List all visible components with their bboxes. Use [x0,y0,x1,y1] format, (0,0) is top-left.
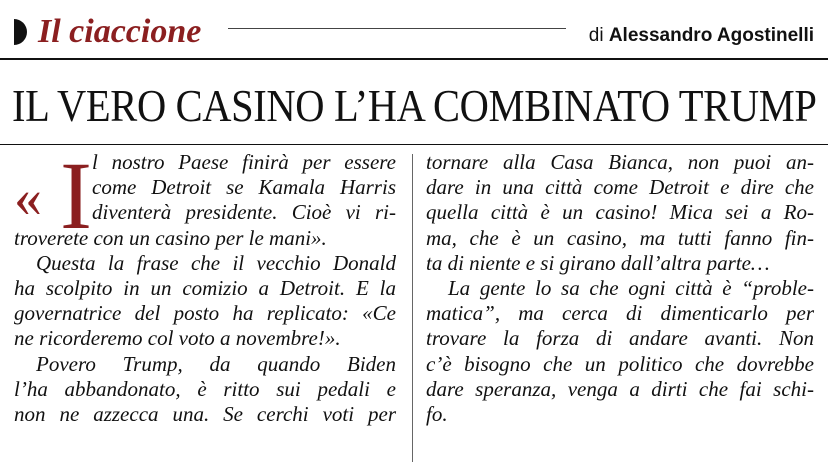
text-line: matica”, ma cerca di dimenticarlo per [426,301,814,326]
headline-rule [0,144,828,145]
text-line: Questa la frase che il vecchio Donald [36,250,396,275]
text-line: ha scolpito in un comizio a Detroit. E la [14,276,396,301]
text-line: tornare alla Casa Bianca, non puoi an- [426,150,814,174]
text-line: dare in una città come Detroit e dire che [426,175,814,200]
text-line: diventerà presidente. Cioè vi ri- [92,200,396,225]
top-rule [0,58,828,60]
text-line: ne ricorderemo col voto a novembre!». [14,326,341,351]
text-line: l nostro Paese finirà per essere [92,150,396,174]
text-line: quella città è un casino! Mica sei a Ro- [426,200,814,225]
byline-prefix: di [588,25,604,46]
article-right-column [426,150,814,427]
text-line: Povero Trump, da quando Biden [36,351,396,376]
text-line: non ne azzecca una. Se cerchi voti per [14,402,396,427]
text-line: troverete con un casino per le mani». [14,225,327,250]
byline [589,24,814,48]
text-line: ma, che è un casino, ma tutti fanno fin- [426,225,814,250]
text-line: c’è bisogno che un politico che dovrebbe [426,351,814,376]
article-left-column [14,142,396,427]
text-line: ta di niente e si girano dall’altra parte… [426,250,770,275]
column-divider [412,154,413,462]
dropcap-letter: I [60,142,92,249]
text-line: La gente lo sa che ogni città è “proble- [448,276,814,301]
text-line: governatrice del posto ha replicato: «Ce [14,301,396,326]
headline: IL VERO CASINO L’HA COMBINATO TRUMP [12,80,817,131]
column-name: Il ciaccione [38,13,202,50]
text-line: come Detroit se Kamala Harris [92,175,396,200]
text-line: l’ha abbandonato, è ritto sui pedali e [14,376,396,401]
text-line: dare speranza, venga a dirti che fai schi- [426,376,814,401]
text-line: fo. [426,402,448,427]
half-circle-icon [14,19,27,45]
author-name: Alessandro Agostinelli [608,25,814,46]
column-header [0,0,828,62]
header-rule [228,28,566,29]
text-line: trovare la forza di andare avanti. Non [426,326,814,351]
right-column-text [426,150,814,427]
opening-quote-mark: « [14,167,42,229]
